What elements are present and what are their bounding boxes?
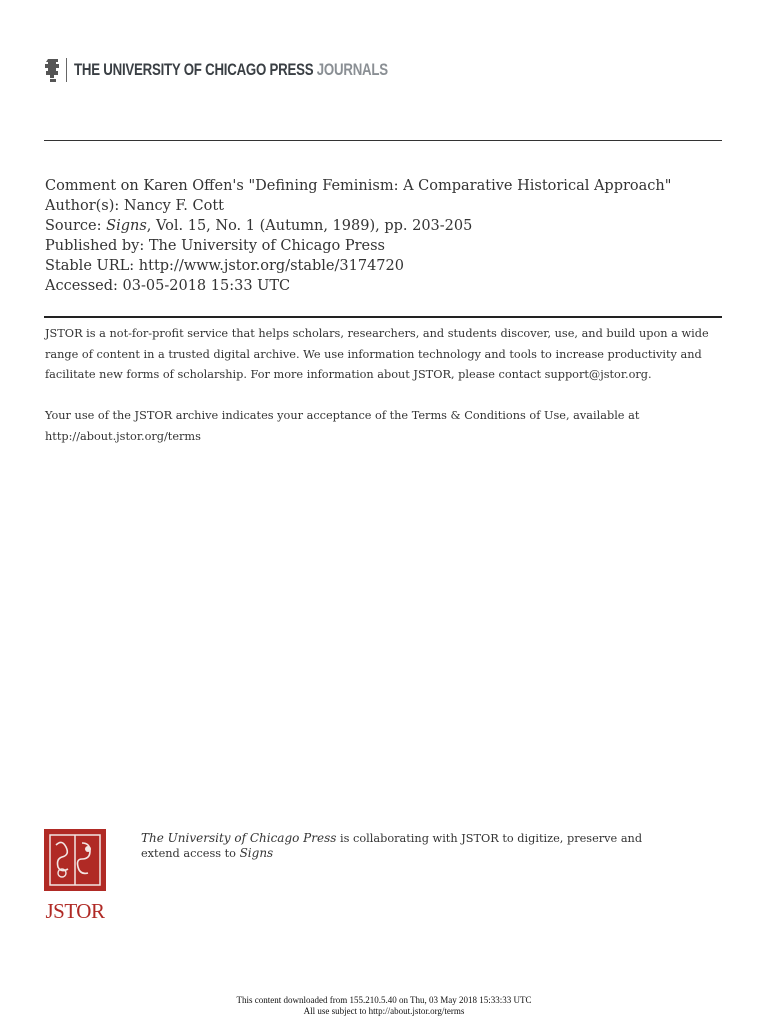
download-footer [0, 995, 768, 1017]
logo-divider [66, 58, 67, 82]
about-line-2: range of content in a trusted digital archive. We use information technology and tools to increase productivity and [45, 347, 702, 361]
collaboration-note [141, 831, 642, 861]
middle-divider [44, 316, 722, 318]
ucp-journals-logo [44, 56, 476, 84]
top-divider [44, 140, 722, 141]
accessed-value: 03-05-2018 15:33 UTC [122, 278, 291, 294]
article-title: Comment on Karen Offen's "Defining Feminism: A Comparative Historical Approach" [45, 178, 672, 194]
authors-label: Author(s): [45, 198, 120, 214]
source-journal: Signs [106, 218, 147, 234]
terms-line: Your use of the JSTOR archive indicates your acceptance of the Terms & Conditions of Use, available at [45, 409, 640, 422]
terms-link[interactable]: http://about.jstor.org/terms [45, 429, 201, 443]
collaboration-text-1: is collaborating with JSTOR to digitize, preserve and [336, 832, 643, 845]
stable-url-link[interactable]: http://www.jstor.org/stable/3174720 [138, 258, 404, 274]
published-by-value: The University of Chicago Press [148, 238, 385, 254]
stable-url-line [45, 256, 671, 276]
collaboration-text-2: extend access to [141, 847, 240, 860]
ucp-phoenix-icon [44, 57, 62, 83]
accessed-label: Accessed: [45, 278, 118, 294]
stable-url-label: Stable URL: [45, 258, 135, 274]
collaboration-line-2 [141, 846, 642, 861]
logo-publisher-text: THE UNIVERSITY OF CHICAGO PRESS [74, 60, 314, 79]
logo-wordmark [74, 60, 388, 80]
collaboration-journal: Signs [239, 846, 274, 860]
jstor-emblem-icon [44, 829, 106, 891]
authors-line [45, 196, 671, 216]
about-line-3: facilitate new forms of scholarship. For more information about JSTOR, please contact support@jstor.org. [45, 368, 652, 381]
citation-block [45, 176, 671, 296]
about-line-1: JSTOR is a not-for-profit service that helps scholars, researchers, and students discover, use, and build upon a wide [45, 327, 709, 340]
accessed-line [45, 276, 671, 296]
source-details: , Vol. 15, No. 1 (Autumn, 1989), pp. 203-205 [146, 218, 473, 234]
footer-line-2: All use subject to http://about.jstor.org/terms [303, 1006, 465, 1016]
published-by-label: Published by: [45, 238, 145, 254]
collaboration-line-1 [141, 831, 642, 846]
published-by-line [45, 236, 671, 256]
logo-journals-text: JOURNALS [316, 60, 388, 79]
authors-value: Nancy F. Cott [123, 198, 224, 214]
footer-line-1: This content downloaded from 155.210.5.40 on Thu, 03 May 2018 15:33:33 UTC [236, 995, 532, 1005]
jstor-about-paragraph [45, 324, 709, 386]
source-line [45, 216, 671, 236]
jstor-logo [44, 829, 108, 924]
terms-paragraph [45, 406, 639, 447]
source-label: Source: [45, 218, 102, 234]
jstor-wordmark: JSTOR [45, 899, 105, 923]
collaboration-publisher: The University of Chicago Press [141, 831, 337, 845]
